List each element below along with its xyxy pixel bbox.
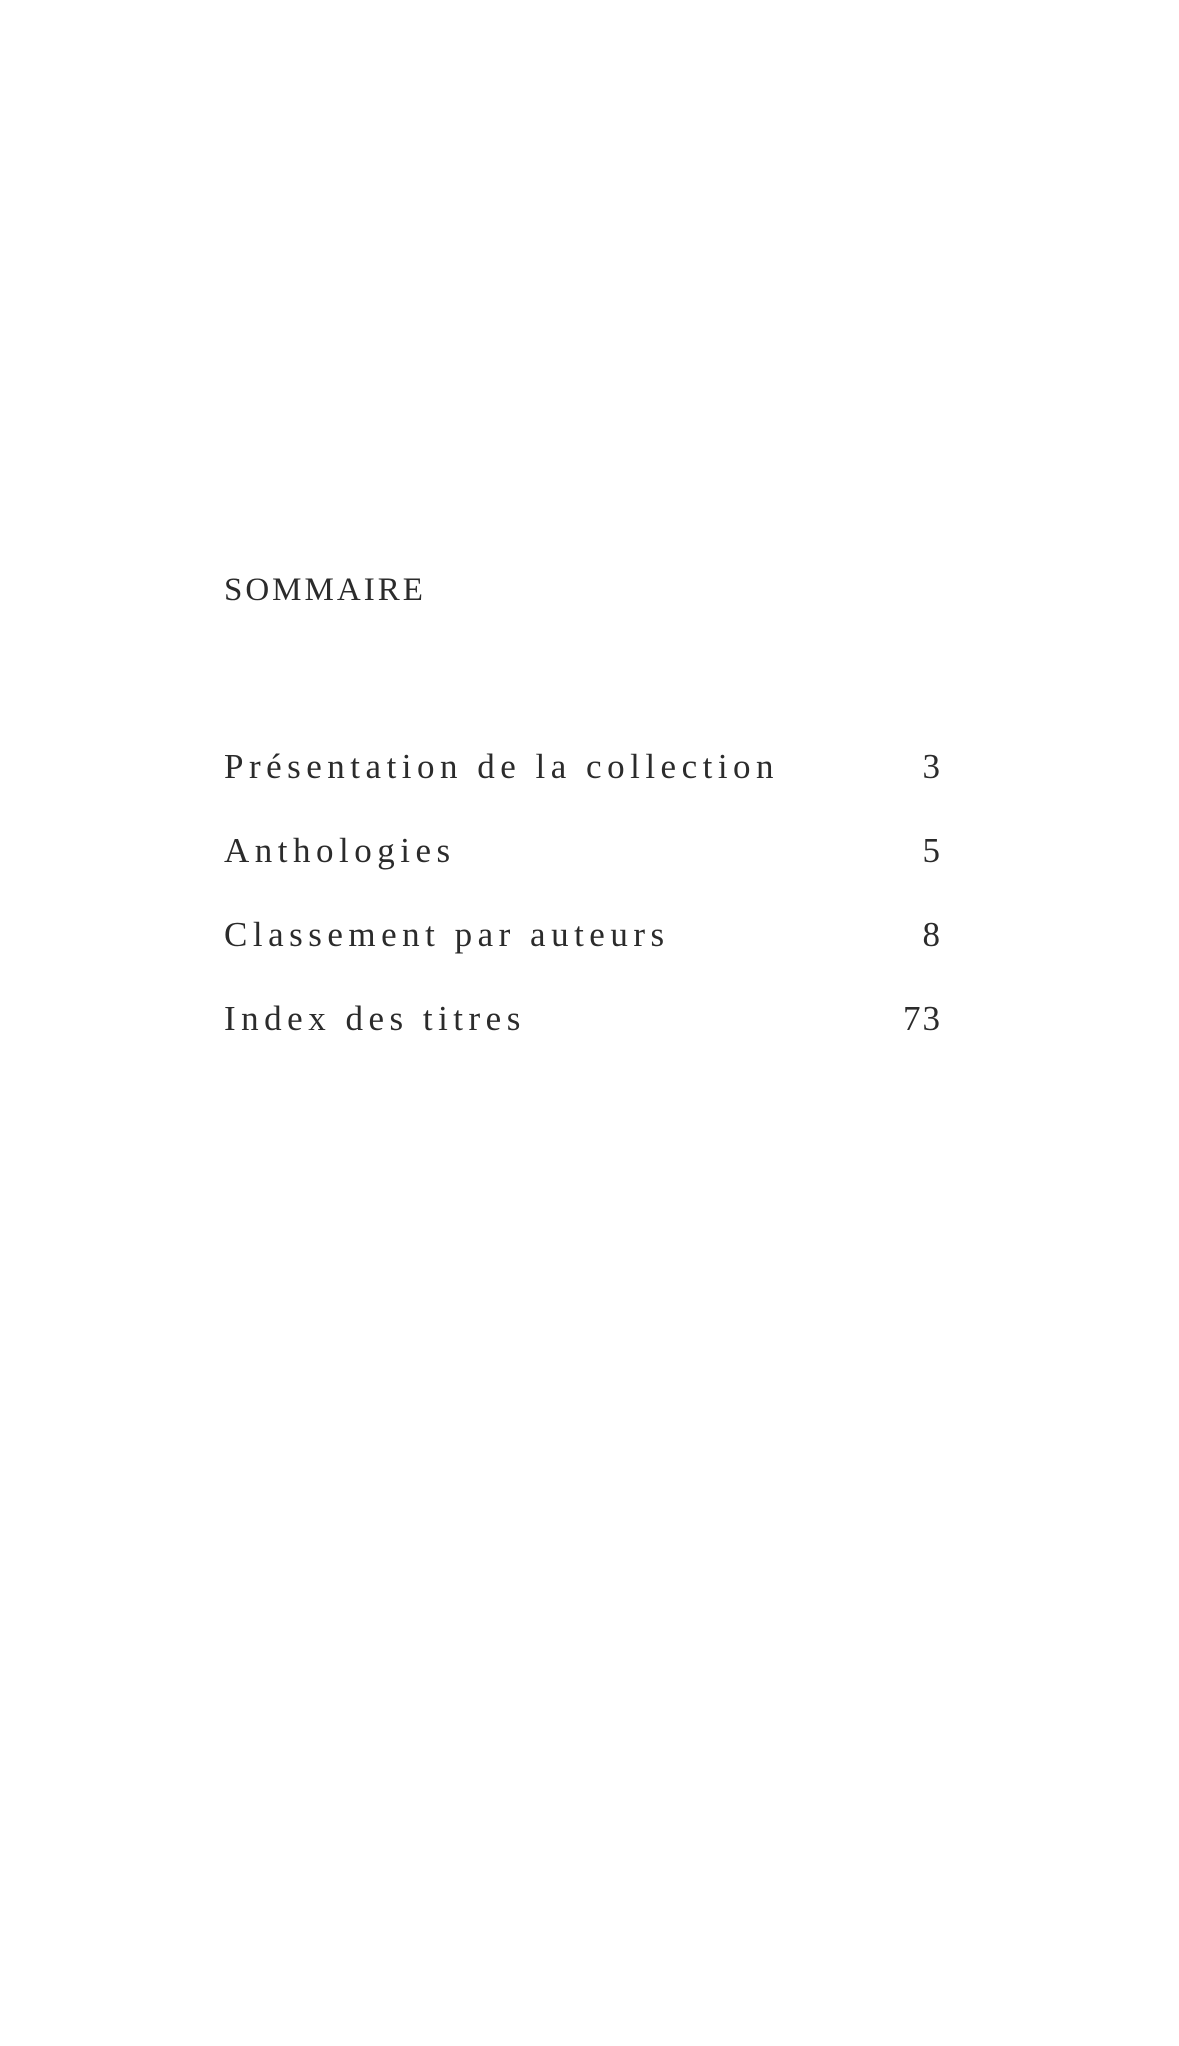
toc-entry-classement-par-auteurs[interactable] — [224, 913, 944, 997]
toc-entry-index-des-titres[interactable] — [224, 997, 944, 1081]
toc-entry-page-number: 5 — [922, 831, 942, 870]
toc-entry-page-number: 73 — [903, 999, 942, 1038]
toc-entry-page-number: 3 — [922, 747, 942, 786]
toc-entry-label: Anthologies — [224, 831, 456, 870]
toc-entry-anthologies[interactable] — [224, 829, 944, 913]
toc-entry-presentation[interactable] — [224, 745, 944, 829]
toc-entry-label: Index des titres — [224, 999, 526, 1038]
toc-entry-label: Présentation de la collection — [224, 747, 780, 786]
toc-entry-label: Classement par auteurs — [224, 915, 670, 954]
page-title: SOMMAIRE — [224, 572, 426, 608]
table-of-contents — [224, 745, 944, 1081]
toc-entry-page-number: 8 — [922, 915, 942, 954]
